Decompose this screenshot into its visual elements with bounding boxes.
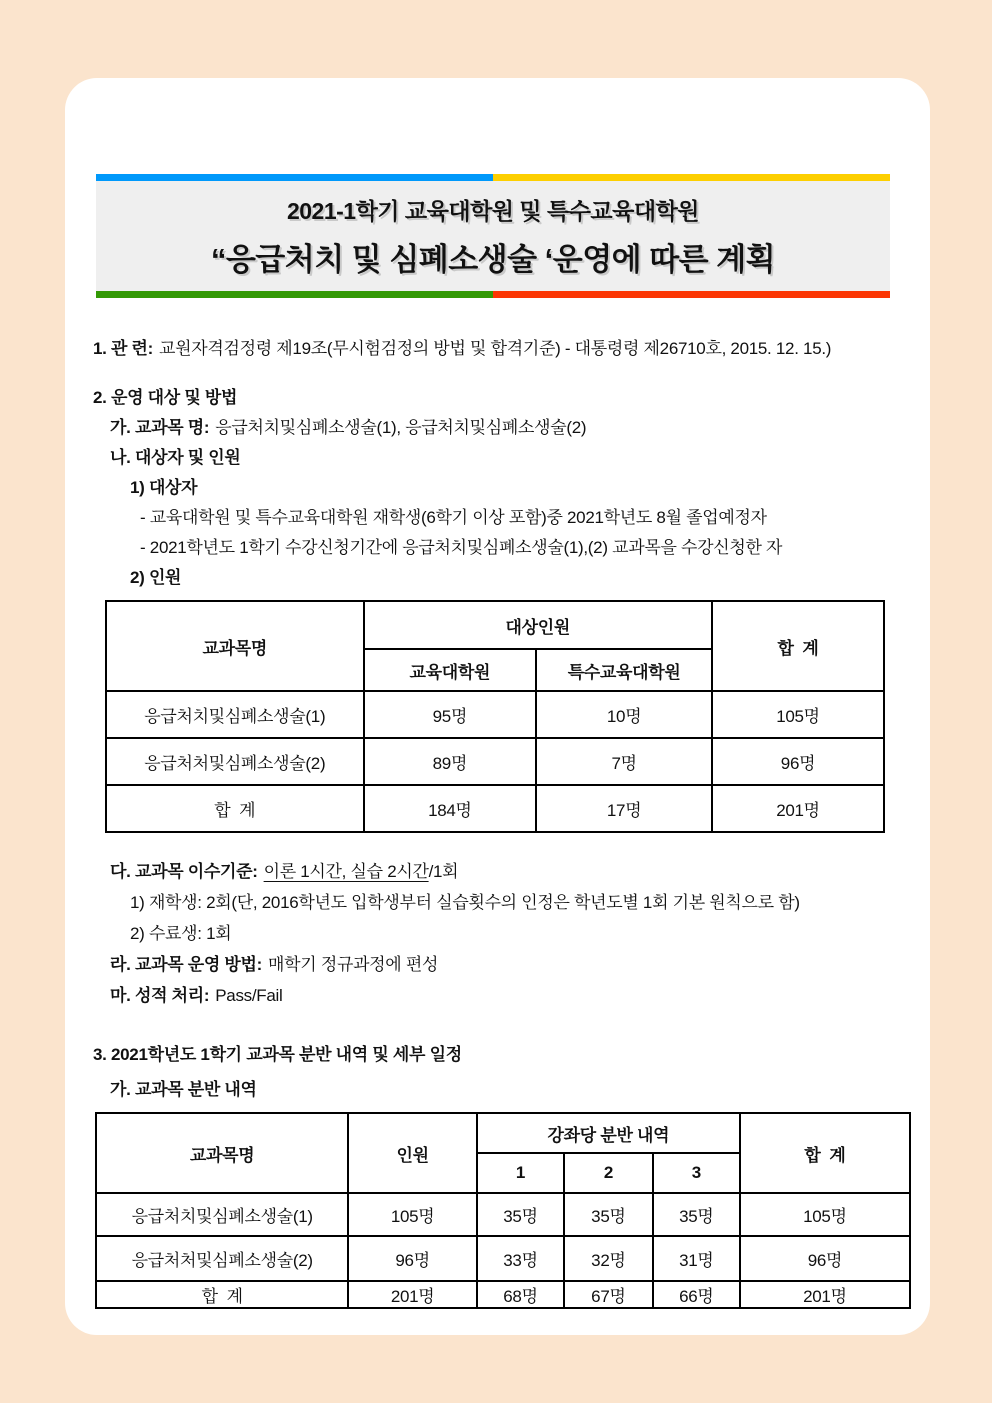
document-subtitle: 2021-1학기 교육대학원 및 특수교육대학원 [286, 198, 700, 224]
division-col-1: 1 [477, 1153, 564, 1193]
table-row [96, 1236, 910, 1281]
cell-special: 17명 [536, 785, 712, 832]
top-bar-yellow-segment [493, 174, 890, 181]
cell-subject: 합 계 [96, 1281, 348, 1308]
cell-special: 10명 [536, 691, 712, 738]
title-box [96, 181, 890, 291]
cell-grad: 89명 [364, 738, 537, 785]
division-col-3: 3 [653, 1153, 740, 1193]
division-heading: 가. 교과목 분반 내역 [110, 1080, 257, 1099]
bottom-accent-bar [96, 291, 890, 298]
section3-heading: 3. 2021학년도 1학기 교과목 분반 내역 및 세부 일정 [93, 1045, 462, 1064]
cell-div1: 35명 [477, 1193, 564, 1236]
table-row [96, 1193, 910, 1236]
cell-total: 105명 [740, 1193, 910, 1236]
target-sub-heading: 1) 대상자 [130, 478, 198, 497]
top-accent-bar [96, 174, 890, 181]
headcount-col-group: 대상인원 [364, 601, 713, 649]
table-row [106, 738, 884, 785]
headcount-col-grad: 교육대학원 [364, 649, 537, 691]
criteria-completed-line: 2) 수료생: 1회 [130, 924, 232, 943]
table-row [106, 691, 884, 738]
bottom-bar-red-segment [493, 291, 890, 298]
document-card [65, 78, 930, 1335]
operation-method-value: 매학기 정규과정에 편성 [268, 955, 439, 974]
bottom-bar-green-segment [96, 291, 493, 298]
cell-total: 201명 [712, 785, 884, 832]
cell-subject: 응급처치및심폐소생술(1) [106, 691, 364, 738]
cell-subject: 응급처처및심폐소생술(2) [96, 1236, 348, 1281]
target-bullet-1: - 교육대학원 및 특수교육대학원 재학생(6학기 이상 포함)중 2021학년도 8월 졸업예정자 [140, 508, 767, 527]
completion-criteria-line [93, 856, 930, 887]
headcount-table [105, 600, 885, 833]
completion-criteria-rest: /1회 [428, 862, 459, 881]
cell-div2: 35명 [564, 1193, 653, 1236]
document-body [65, 334, 930, 1309]
grading-line [93, 980, 930, 1011]
cell-div2: 32명 [564, 1236, 653, 1281]
table-row-total [106, 785, 884, 832]
cell-special: 7명 [536, 738, 712, 785]
related-regulation-line [93, 334, 930, 364]
headcount-col-special: 특수교육대학원 [536, 649, 712, 691]
headcount-col-total: 합 계 [712, 601, 884, 691]
cell-subject: 응급처치및심폐소생술(1) [96, 1193, 348, 1236]
criteria-enrolled-line: 1) 재학생: 2회(단, 2016학년도 입학생부터 실습횟수의 인정은 학년도별 1회 기본 원칙으로 함) [130, 893, 800, 912]
subject-name-label: 가. 교과목 명: [110, 418, 210, 437]
cell-count: 201명 [348, 1281, 477, 1308]
target-heading: 나. 대상자 및 인원 [110, 448, 241, 467]
operation-method-label: 라. 교과목 운영 방법: [110, 955, 263, 974]
section2-heading: 2. 운영 대상 및 방법 [93, 388, 238, 407]
division-col-count: 인원 [348, 1113, 477, 1193]
grading-label: 마. 성적 처리: [110, 986, 210, 1005]
document-title: “응급처치 및 심폐소생술 ‘운영에 따른 계획 [210, 242, 776, 277]
cell-div2: 67명 [564, 1281, 653, 1308]
division-col-2: 2 [564, 1153, 653, 1193]
cell-grad: 95명 [364, 691, 537, 738]
completion-criteria-label: 다. 교과목 이수기준: [110, 862, 258, 881]
cell-div3: 35명 [653, 1193, 740, 1236]
cell-subject: 응급처처및심폐소생술(2) [106, 738, 364, 785]
completion-criteria-underlined: 이론 1시간, 실습 2시간 [263, 862, 429, 881]
subject-name-value: 응급처치및심폐소생술(1), 응급처치및심폐소생술(2) [215, 418, 587, 437]
headcount-heading: 2) 인원 [130, 568, 182, 587]
related-text: 교원자격검정령 제19조(무시험검정의 방법 및 합격기준) - 대통령령 제26710호, 2015. 12. 15.) [159, 339, 832, 358]
division-table [95, 1112, 911, 1309]
cell-total: 96명 [712, 738, 884, 785]
cell-div3: 31명 [653, 1236, 740, 1281]
cell-subject: 합 계 [106, 785, 364, 832]
top-bar-blue-segment [96, 174, 493, 181]
target-bullet-2: - 2021학년도 1학기 수강신청기간에 응급처치및심폐소생술(1),(2) 교과목을 수강신청한 자 [140, 538, 783, 557]
document-header [96, 174, 890, 298]
cell-total: 201명 [740, 1281, 910, 1308]
division-col-group: 강좌당 분반 내역 [477, 1113, 740, 1153]
cell-total: 105명 [712, 691, 884, 738]
operation-method-line [93, 949, 930, 980]
cell-div3: 66명 [653, 1281, 740, 1308]
grading-value: Pass/Fail [215, 986, 283, 1005]
subject-name-line [93, 413, 930, 443]
table-row-total [96, 1281, 910, 1308]
cell-div1: 68명 [477, 1281, 564, 1308]
cell-grad: 184명 [364, 785, 537, 832]
related-label: 1. 관 련: [93, 339, 154, 358]
cell-count: 105명 [348, 1193, 477, 1236]
division-col-subject: 교과목명 [96, 1113, 348, 1193]
division-col-total: 합 계 [740, 1113, 910, 1193]
headcount-col-subject: 교과목명 [106, 601, 364, 691]
cell-total: 96명 [740, 1236, 910, 1281]
cell-count: 96명 [348, 1236, 477, 1281]
cell-div1: 33명 [477, 1236, 564, 1281]
